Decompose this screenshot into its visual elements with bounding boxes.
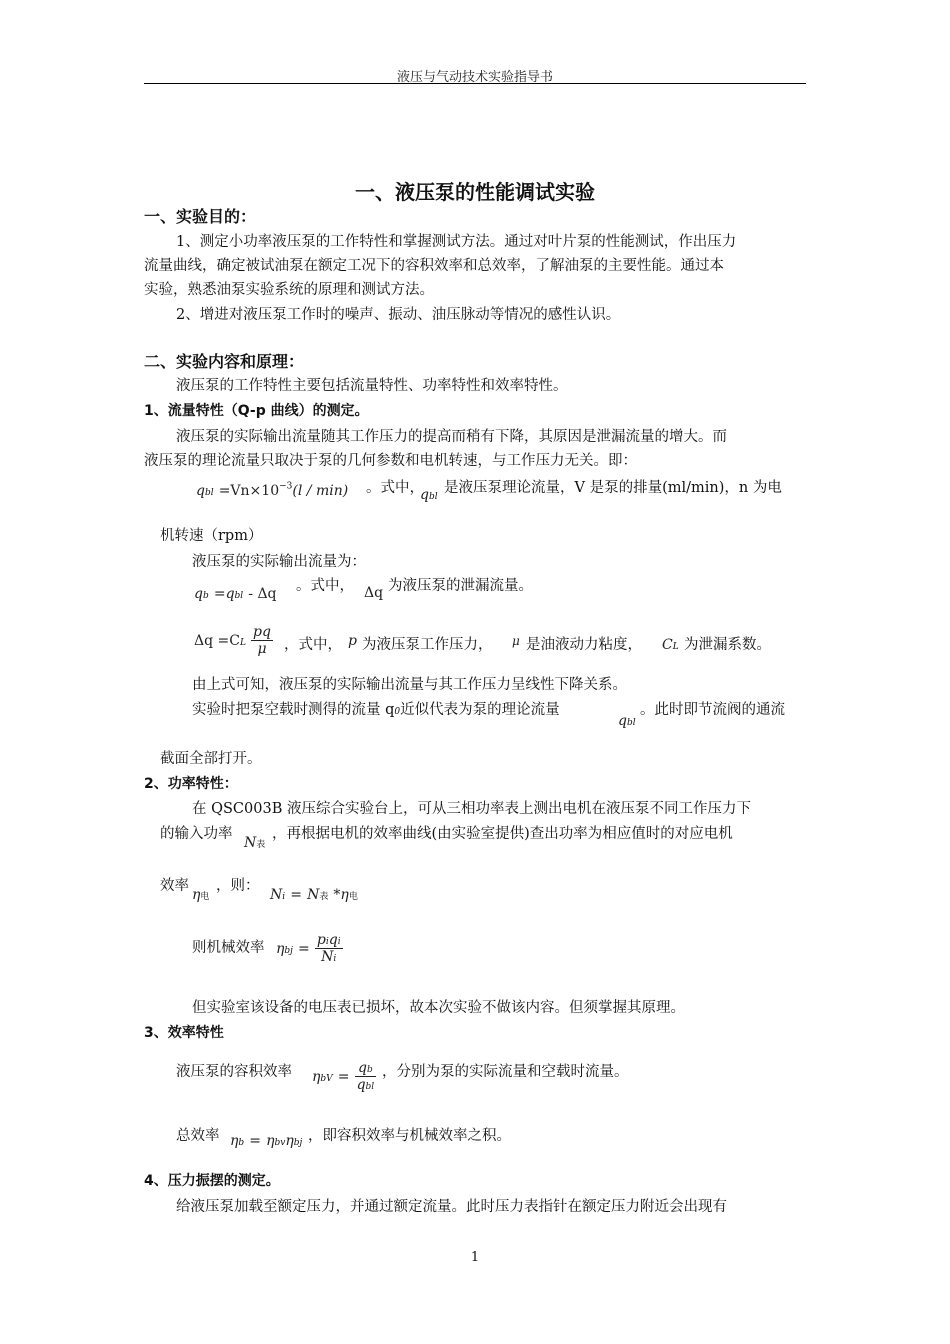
document-title: 一、液压泵的性能调试实验 bbox=[355, 180, 595, 204]
symbol-mu: μ bbox=[512, 634, 520, 648]
paragraph-line: 。此时即节流阀的通流 bbox=[640, 702, 785, 718]
paragraph-line: 机转速（rpm） bbox=[160, 528, 263, 544]
symbol-p: p bbox=[348, 633, 357, 649]
paragraph-line: 液压泵的理论流量只取决于泵的几何参数和电机转速，与工作压力无关。即： bbox=[144, 453, 637, 469]
paragraph-line: 液压泵的容积效率 bbox=[176, 1064, 292, 1080]
formula-description: 为液压泵的泄漏流量。 bbox=[388, 578, 533, 594]
subsection-heading-flow: 1、流量特性（Q-p 曲线）的测定。 bbox=[144, 403, 369, 419]
page-header: 液压与气动技术实验指导书 bbox=[396, 70, 553, 85]
paragraph-line: 效率 bbox=[160, 878, 189, 894]
formula-text: 是油液动力粘度， bbox=[526, 637, 642, 653]
formula-total-efficiency: ηb = ηbvηbj bbox=[230, 1133, 303, 1149]
paragraph-line: 由上式可知，液压泵的实际输出流量与其工作压力呈线性下降关系。 bbox=[192, 677, 627, 693]
symbol-n-biao: N表 bbox=[244, 835, 266, 851]
formula-text: 为液压泵工作压力， bbox=[362, 637, 493, 653]
paragraph-line: 液压泵的实际输出流量随其工作压力的提高而稍有下降，其原因是泄漏流量的增大。而 bbox=[176, 429, 727, 445]
formula-description: 是液压泵理论流量，V 是泵的排量(ml/min)，n 为电 bbox=[444, 480, 782, 496]
paragraph-line: 2、增进对液压泵工作时的噪声、振动、油压脉动等情况的感性认识。 bbox=[176, 307, 621, 323]
paragraph-line: ，分别为泵的实际流量和空载时流量。 bbox=[382, 1064, 629, 1080]
paragraph-line: 给液压泵加载至额定压力，并通过额定流量。此时压力表指针在额定压力附近会出现有 bbox=[176, 1199, 727, 1215]
paragraph-line: 的输入功率 bbox=[160, 826, 233, 842]
paragraph-line: ，即容积效率与机械效率之积。 bbox=[308, 1128, 511, 1144]
paragraph-line: 实验时把泵空载时测得的流量 q0近似代表为泵的理论流量 bbox=[192, 702, 560, 718]
symbol-delta-q: Δq bbox=[364, 585, 384, 601]
subsection-heading-pressure-swing: 4、压力振摆的测定。 bbox=[144, 1173, 280, 1189]
paragraph-line: ，则： bbox=[216, 878, 260, 894]
formula-text: 为泄漏系数。 bbox=[684, 637, 771, 653]
formula-text: ，式中， bbox=[284, 637, 342, 653]
paragraph-line: 在 QSC003B 液压综合实验台上，可从三相功率表上测出电机在液压泵不同工作压力下 bbox=[192, 801, 751, 817]
paragraph-line: 实验，熟悉油泵实验系统的原理和测试方法。 bbox=[144, 282, 434, 298]
subsection-heading-efficiency: 3、效率特性 bbox=[144, 1025, 224, 1041]
header-rule bbox=[144, 83, 806, 84]
paragraph-line: 则机械效率 bbox=[192, 940, 265, 956]
paragraph-line: 流量曲线，确定被试油泵在额定工况下的容积效率和总效率，了解油泵的主要性能。通过本 bbox=[144, 258, 724, 274]
symbol-eta-dian: η电 bbox=[192, 887, 210, 903]
formula-mechanical-efficiency: ηbj = $\frac{\text{piqi}}{Ni}$ bbox=[276, 932, 341, 965]
formula-leakage: Δq =CL $\frac{pq}{\mu}$ bbox=[194, 624, 271, 657]
formula-volumetric-efficiency: ηbV = $\frac{qb}{\text{qbl}}$ bbox=[312, 1060, 375, 1093]
paragraph-line: 1、测定小功率液压泵的工作特性和掌握测试方法。通过对叶片泵的性能测试，作出压力 bbox=[176, 234, 737, 250]
formula-actual-flow: qb =qbl - Δq bbox=[194, 586, 277, 602]
formula-input-power: Ni = N表 *η电 bbox=[270, 887, 358, 903]
paragraph-line: 但实验室该设备的电压表已损坏，故本次实验不做该内容。但须掌握其原理。 bbox=[192, 1000, 685, 1016]
symbol-qbl: qbl bbox=[618, 713, 636, 729]
paragraph-line: 截面全部打开。 bbox=[160, 751, 262, 767]
formula-text: 。式中， bbox=[366, 480, 424, 496]
section-heading-content: 二、实验内容和原理： bbox=[144, 352, 305, 371]
page-number: 1 bbox=[470, 1250, 480, 1265]
paragraph-line: 液压泵的工作特性主要包括流量特性、功率特性和效率特性。 bbox=[176, 378, 568, 394]
paragraph-line: 液压泵的实际输出流量为： bbox=[192, 554, 366, 570]
formula-theoretical-flow: qbl $=Vn\times 10^{-3}(l / \min)$ bbox=[196, 481, 349, 499]
paragraph-line: 总效率 bbox=[176, 1128, 220, 1144]
symbol-cl: CL bbox=[662, 637, 679, 653]
symbol-qbl: qbl bbox=[420, 487, 438, 503]
paragraph-line: ，再根据电机的效率曲线(由实验室提供)查出功率为相应值时的对应电机 bbox=[272, 826, 733, 842]
formula-text: 。式中， bbox=[296, 578, 354, 594]
subsection-heading-power: 2、功率特性： bbox=[144, 776, 238, 792]
section-heading-purpose: 一、实验目的： bbox=[144, 207, 257, 226]
